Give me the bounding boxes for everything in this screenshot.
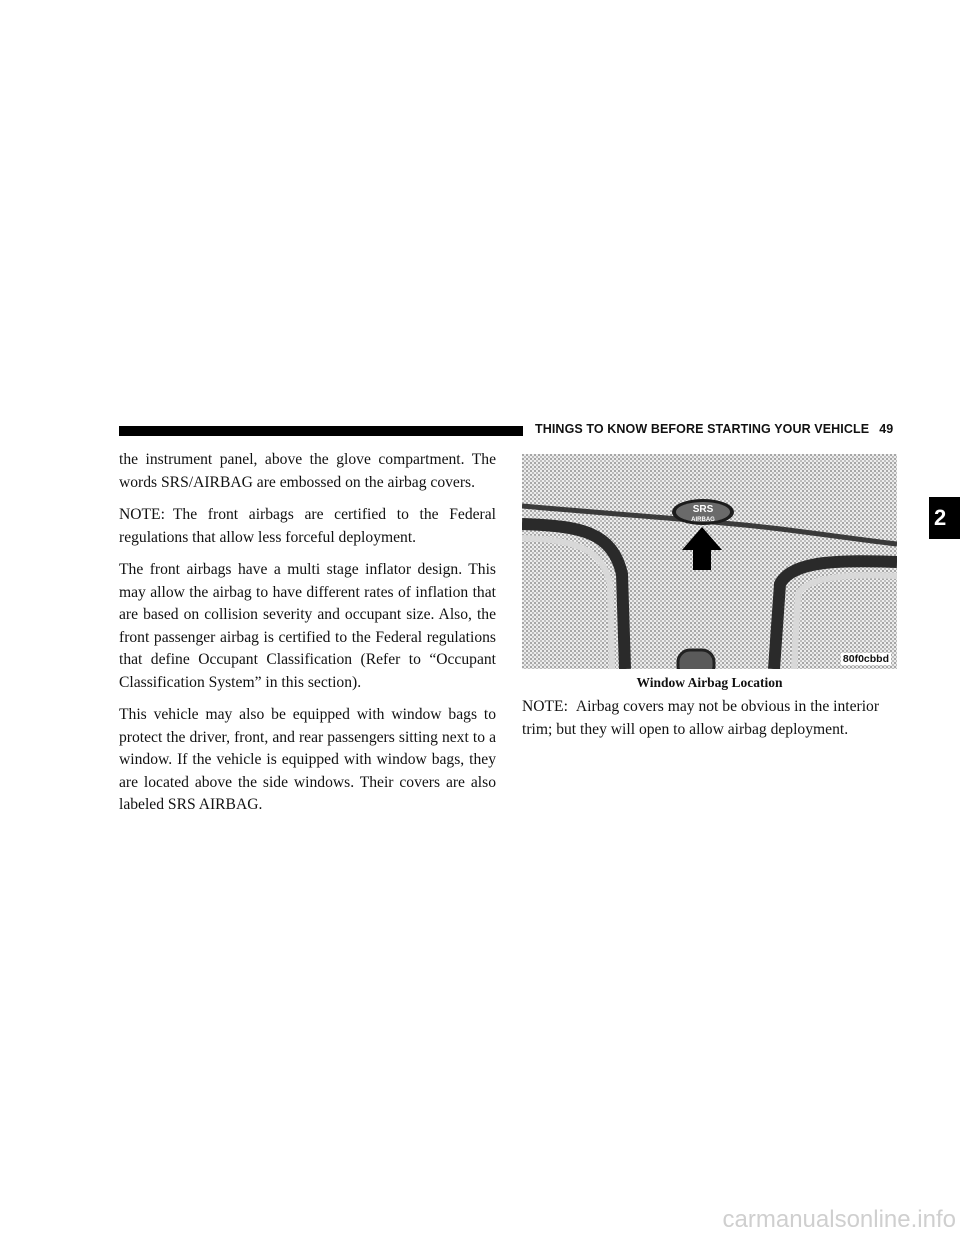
page-number: 49	[879, 422, 894, 436]
srs-airbag-badge	[672, 499, 734, 525]
watermark: carmanualsonline.info	[722, 1206, 956, 1233]
left-column	[119, 449, 496, 827]
running-header	[535, 422, 915, 436]
section-title: THINGS TO KNOW BEFORE STARTING YOUR VEHICLE	[535, 422, 870, 436]
badge-line1: SRS	[692, 504, 714, 515]
figure-code: 80f0cbbd	[842, 653, 889, 665]
note-1-text: The front airbags are certified to the Federal regulations that allow less forceful deployment.	[119, 506, 496, 546]
header-rule	[119, 426, 523, 436]
note-1	[119, 504, 496, 549]
window-airbag-illustration	[522, 454, 897, 669]
airbag-illustration-svg	[522, 454, 897, 669]
note-2	[522, 696, 899, 741]
paragraph-3: This vehicle may also be equipped with window bags to protect the driver, front, and rear passengers sitting next to a window. If the vehicle is equipped with window bags, they are located above the side windows. Their covers are also labeled SRS AIRBAG.	[119, 706, 496, 813]
badge-line2: AIRBAG	[691, 517, 715, 523]
note-1-label: NOTE:	[119, 506, 165, 523]
note-2-text: Airbag covers may not be obvious in the interior trim; but they will open to allow airbag deployment.	[522, 698, 880, 738]
paragraph-1: the instrument panel, above the glove compartment. The words SRS/AIRBAG are embossed on the airbag covers.	[119, 451, 496, 491]
note-2-label: NOTE:	[522, 698, 568, 715]
dome-light	[678, 650, 714, 669]
chapter-tab: 2	[929, 497, 960, 539]
paragraph-2: The front airbags have a multi stage inflator design. This may allow the airbag to have different rates of inflation that are based on collision severity and occupant size. Also, the front passenger airbag is certified to the Federal regulations that define Occupant Classification (Refer to “Occupant Classification System” in this section).	[119, 561, 496, 691]
figure-caption: Window Airbag Location	[636, 675, 783, 690]
